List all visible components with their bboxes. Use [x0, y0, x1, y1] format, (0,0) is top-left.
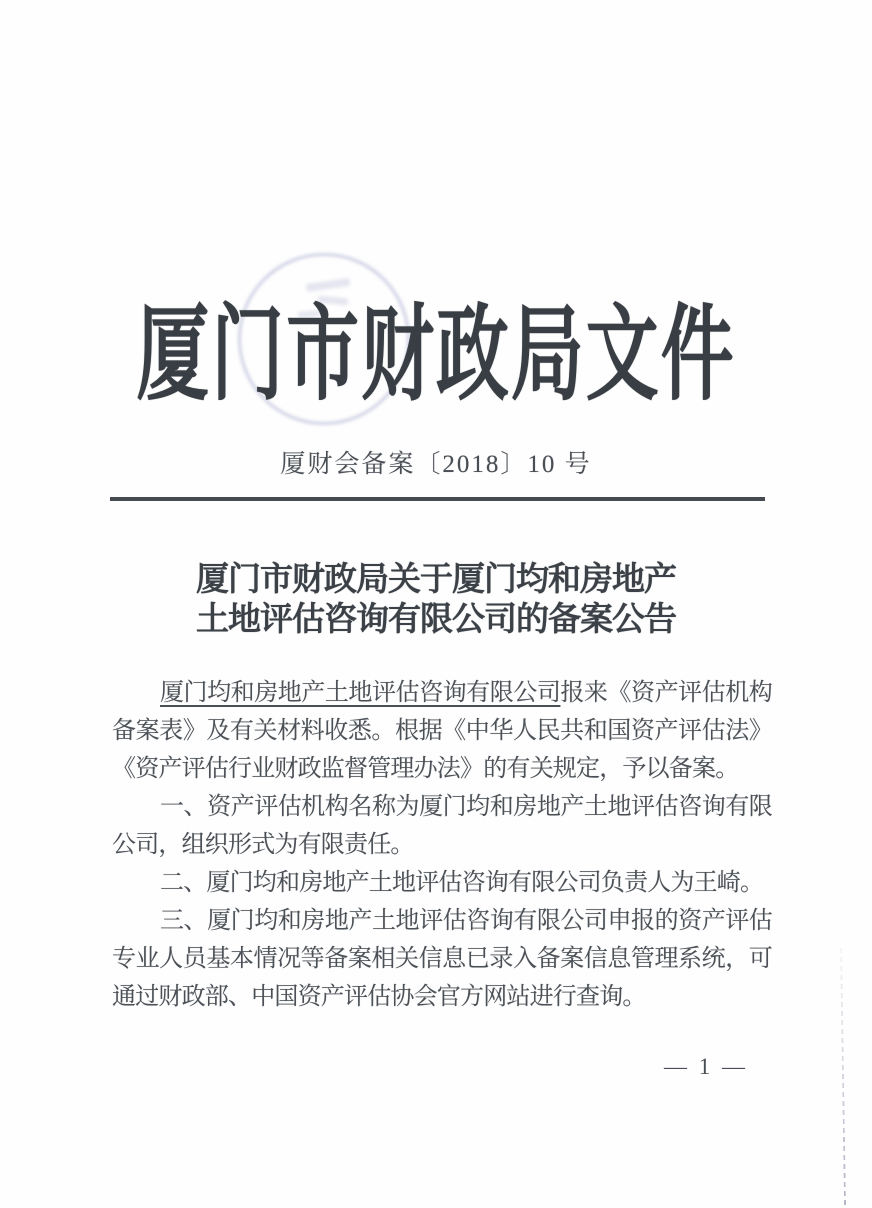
page-number: — 1 — — [664, 1054, 748, 1079]
seal-mark — [306, 278, 351, 292]
company-name-underlined: 厦门均和房地产土地评估咨询有限公司 — [160, 680, 561, 706]
scan-artifact-line — [840, 948, 846, 1208]
document-title-line1: 厦门市财政局关于厦门均和房地产 — [196, 562, 676, 598]
paragraph-item-1: 一、资产评估机构名称为厦门均和房地产土地评估咨询有限公司，组织形式为有限责任。 — [112, 794, 772, 858]
document-title — [0, 560, 872, 640]
letterhead-title-text: 厦门市财政局文件 — [136, 298, 736, 413]
paragraph-intro — [112, 674, 772, 788]
letterhead-title — [0, 300, 872, 412]
paragraph-intro-rest: 报来《资产评估机构备案表》及有关材料收悉。根据《中华人民共和国资产评估法》《资产评估行业财政监督管理办法》的有关规定，予以备案。 — [112, 680, 772, 782]
letterhead-separator-rule — [110, 497, 765, 501]
paragraph-item-2: 二、厦门均和房地产土地评估咨询有限公司负责人为王崎。 — [160, 870, 764, 896]
document-number: 厦财会备案〔2018〕10 号 — [280, 451, 592, 478]
document-body — [112, 674, 772, 1016]
paragraph-item-3: 三、厦门均和房地产土地评估咨询有限公司申报的资产评估专业人员基本情况等备案相关信息已录入备案信息管理系统，可通过财政部、中国资产评估协会官方网站进行查询。 — [112, 908, 772, 1010]
document-title-line2: 土地评估咨询有限公司的备案公告 — [196, 602, 676, 638]
